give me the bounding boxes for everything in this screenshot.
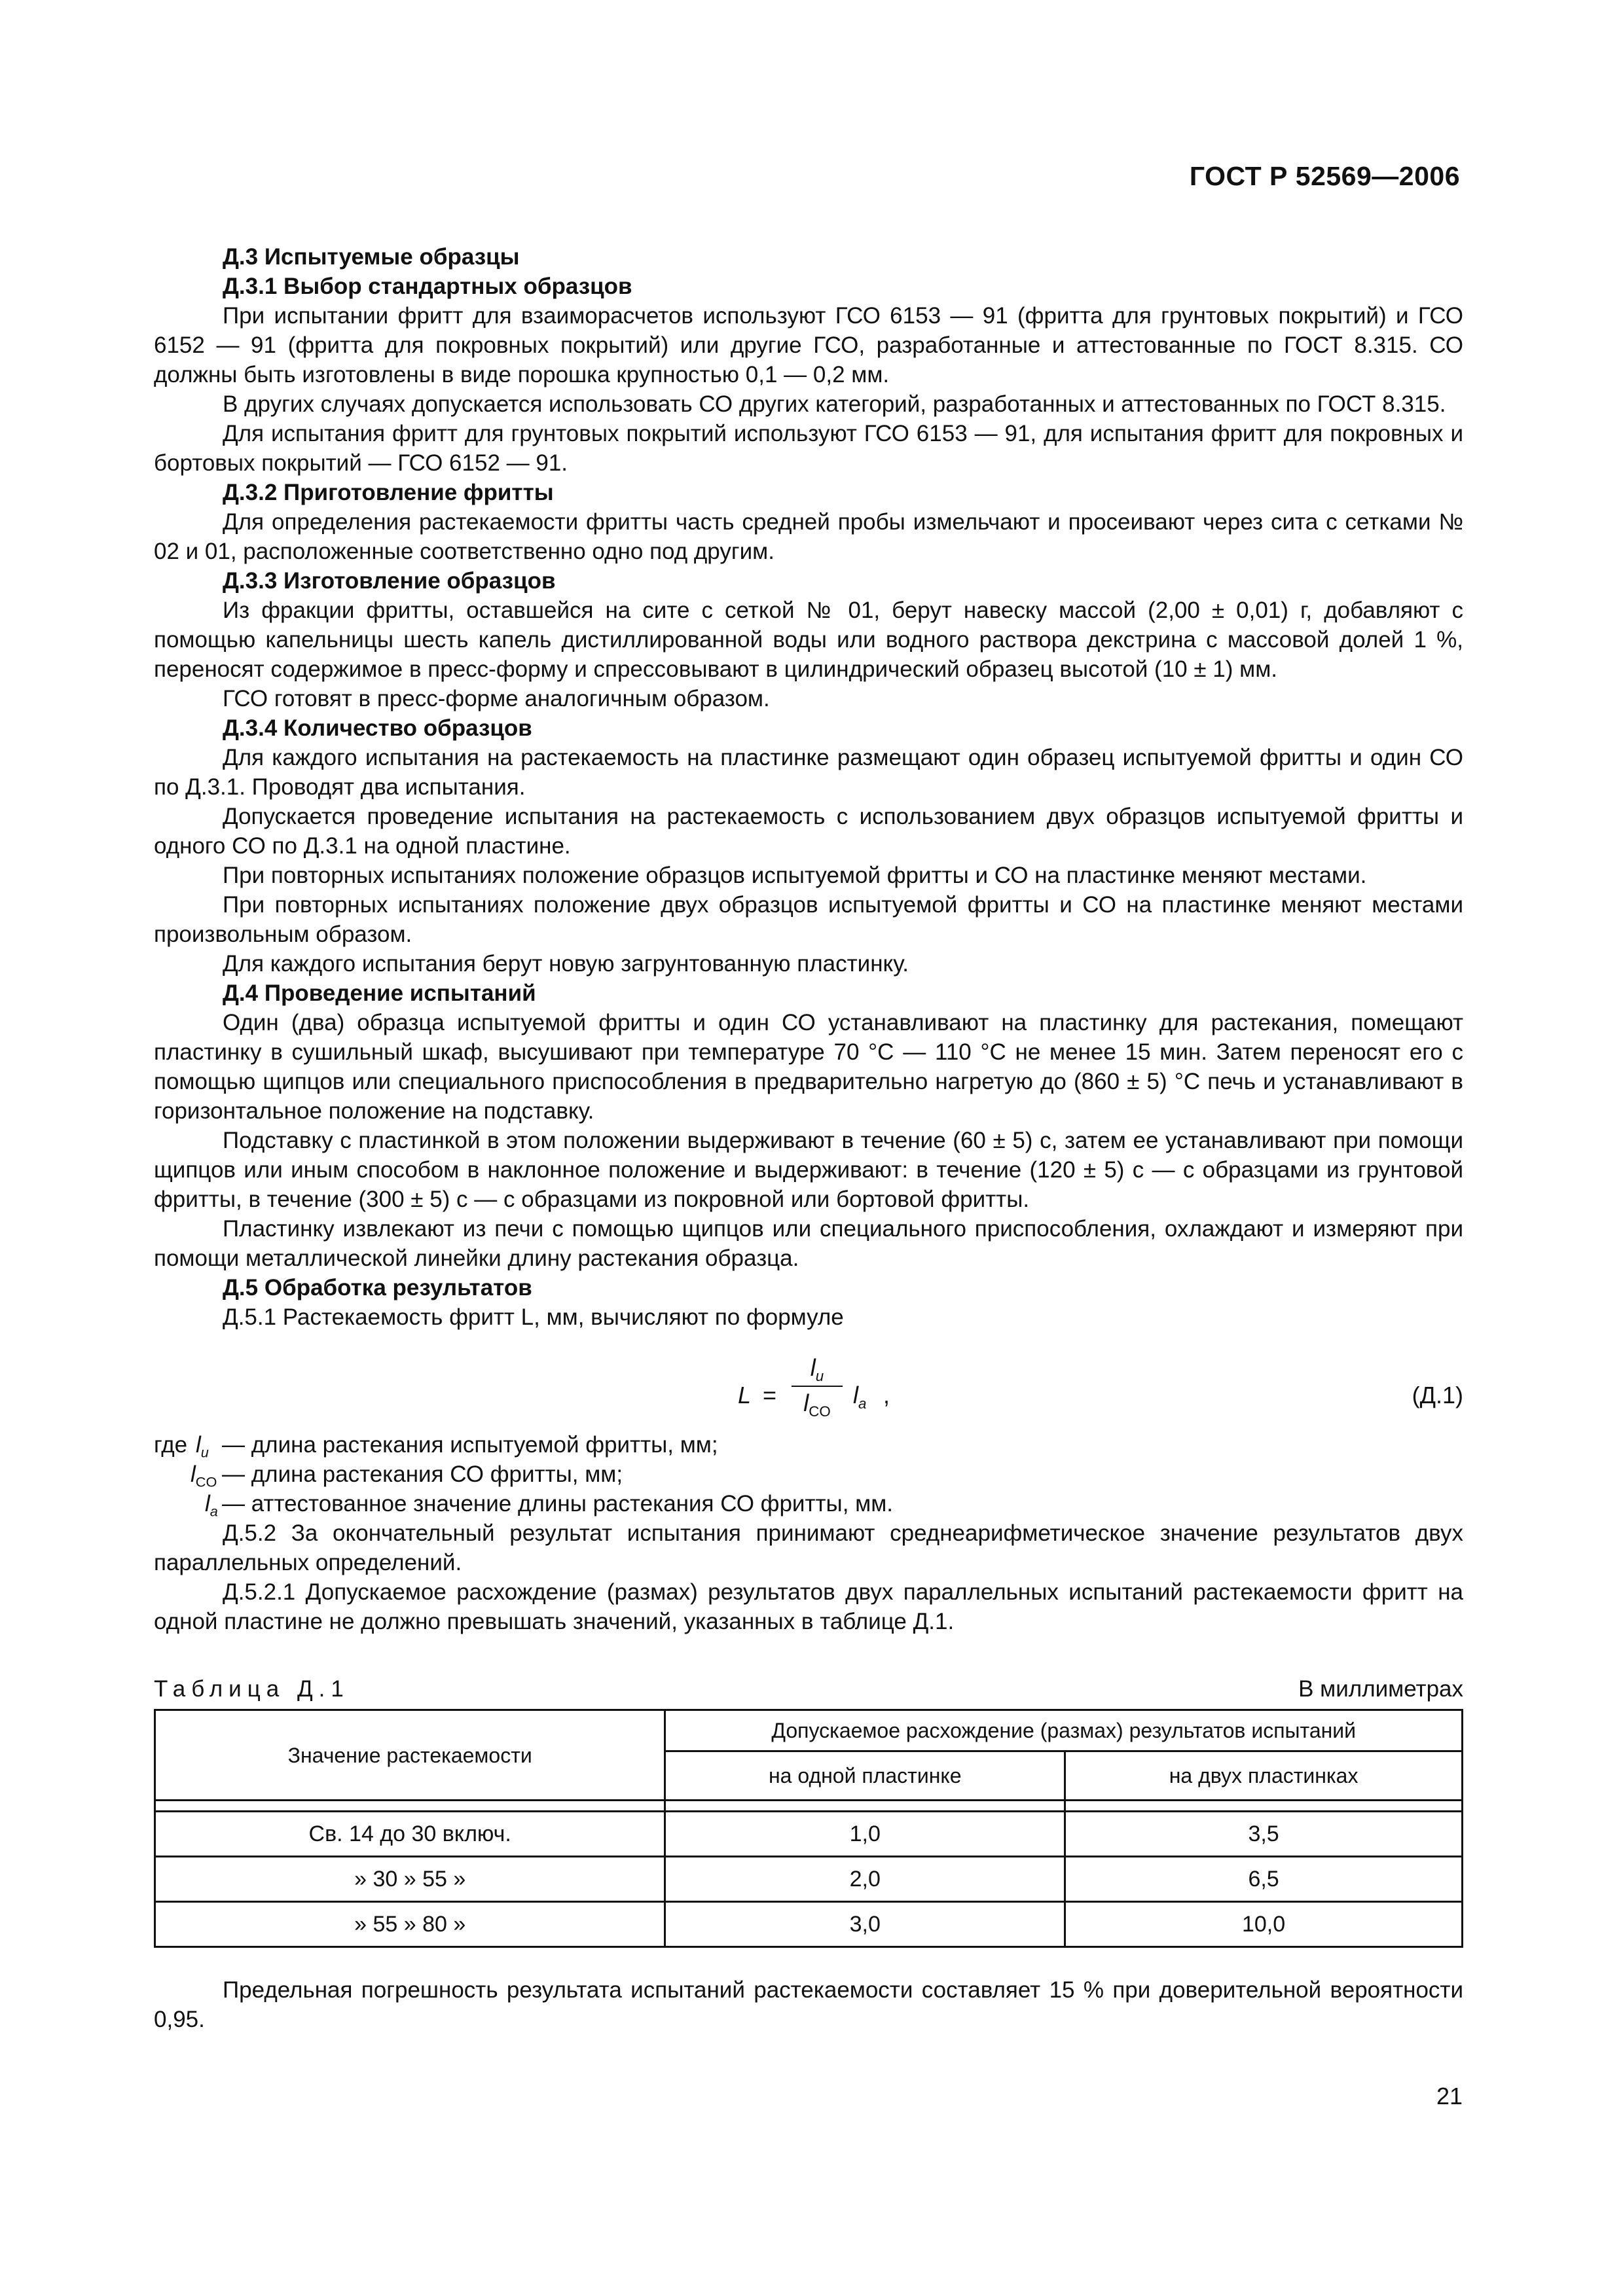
main-content bbox=[154, 242, 1463, 2034]
paragraph: Д.5.1 Растекаемость фритт L, мм, вычисляют по формуле bbox=[223, 1304, 844, 1330]
paragraph: Один (два) образца испытуемой фритты и один СО устанавливают на пластинку для растекания, помещают пластинку в сушильный шкаф, высушивают при температуре 70 °С — 110 °С не менее 15 мин. Затем переносят его с помощью щипцов или специального приспособления в предварительно нагретую до (860 ± 5) °С печь и устанавливают в горизонтальное положение на подставку. bbox=[154, 1010, 1463, 1124]
paragraph: Подставку с пластинкой в этом положении выдерживают в течение (60 ± 5) с, затем ее устанавливают при помощи щипцов или иным способом в наклонное положение и выдерживают: в течение (120 ± 5) с — с образцами из грунтовой фритты, в течение (300 ± 5) с — с образцами из покровной или бортовой фритты. bbox=[154, 1128, 1463, 1212]
paragraph: В других случаях допускается использовать СО других категорий, разработанных и аттестованных по ГОСТ 8.315. bbox=[223, 391, 1446, 417]
table-body bbox=[155, 1812, 1463, 1947]
sections-before-formula bbox=[154, 242, 1463, 1332]
table-header-separator bbox=[155, 1801, 1463, 1812]
legend-row-lu bbox=[154, 1430, 1463, 1460]
paragraph: Допускается проведение испытания на растекаемость с использованием двух образцов испытуемой фритты и одного СО по Д.3.1 на одной пластине. bbox=[154, 804, 1463, 859]
document-header-id: ГОСТ Р 52569—2006 bbox=[1189, 161, 1460, 191]
section-heading: Д.3.4 Количество образцов bbox=[223, 715, 532, 741]
paragraph: Из фракции фритты, оставшейся на сите с сеткой № 01, берут навеску массой (2,00 ± 0,01) г, добавляют с помощью капельницы шесть капель дистиллированной воды или водного раствора декстрина с массовой долей 1 %, переносят содержимое в пресс-форму и спрессовывают в цилиндрический образец высотой (10 ± 1) мм. bbox=[154, 598, 1463, 682]
table-cell-range: Св. 14 до 30 включ. bbox=[155, 1812, 665, 1857]
legend-row-la bbox=[154, 1489, 1463, 1518]
section-heading: Д.3.2 Приготовление фритты bbox=[223, 480, 554, 505]
table-header-group: Допускаемое расхождение (размах) результатов испытаний bbox=[665, 1710, 1463, 1751]
formula-fraction bbox=[792, 1353, 843, 1418]
formula-trailing-comma: , bbox=[883, 1382, 890, 1408]
table-cell-one: 1,0 bbox=[665, 1812, 1065, 1857]
section-heading: Д.3.1 Выбор стандартных образцов bbox=[223, 274, 632, 299]
table-units: В миллиметрах bbox=[1298, 1676, 1463, 1702]
table-caption-row bbox=[154, 1674, 1463, 1704]
paragraph: При повторных испытаниях положение образцов испытуемой фритты и СО на пластинке меняют местами. bbox=[223, 863, 1367, 888]
section-heading: Д.5 Обработка результатов bbox=[223, 1275, 532, 1300]
paragraph: При повторных испытаниях положение двух образцов испытуемой фритты и СО на пластинке меняют местами произвольным образом. bbox=[154, 892, 1463, 947]
table-row bbox=[155, 1812, 1463, 1857]
precision-note: Предельная погрешность результата испытаний растекаемости составляет 15 % при доверительной вероятности 0,95. bbox=[154, 1977, 1463, 2032]
section-heading: Д.4 Проведение испытаний bbox=[223, 980, 536, 1006]
legend-symbol-la: $l_a$ bbox=[205, 1491, 218, 1520]
table-header-one-plate: на одной пластинке bbox=[665, 1751, 1065, 1801]
results-table bbox=[154, 1709, 1463, 1948]
table-cell-two: 6,5 bbox=[1065, 1857, 1463, 1902]
formula-equals: = bbox=[763, 1382, 777, 1408]
formula-legend bbox=[154, 1430, 1463, 1518]
paragraph: ГСО готовят в пресс-форме аналогичным образом. bbox=[223, 686, 770, 711]
table-header-row bbox=[155, 1710, 1463, 1751]
table-header-two-plates: на двух пластинках bbox=[1065, 1751, 1463, 1801]
page-number: 21 bbox=[1436, 2083, 1463, 2109]
table-cell-range: » 55 » 80 » bbox=[155, 1902, 665, 1947]
table-cell-range: » 30 » 55 » bbox=[155, 1857, 665, 1902]
formula-numerator: $l_u$ bbox=[810, 1354, 824, 1384]
legend-symbol-lco: $l_{CO}$ bbox=[191, 1462, 217, 1490]
table-row bbox=[155, 1902, 1463, 1947]
table-cell-two: 10,0 bbox=[1065, 1902, 1463, 1947]
paragraph: При испытании фритт для взаиморасчетов используют ГСО 6153 — 91 (фритта для грунтовых покрытий) и ГСО 6152 — 91 (фритта для покровных покрытий) или другие ГСО, разработанные и аттестованные по ГОСТ 8.315. СО должны быть изготовлены в виде порошка крупностью 0,1 — 0,2 мм. bbox=[154, 303, 1463, 387]
legend-symbol-lu: $l_u$ bbox=[196, 1432, 209, 1461]
paragraph: Для определения растекаемости фритты часть средней пробы измельчают и просеивают через сита с сетками № 02 и 01, расположенные соответственно одно под другим. bbox=[154, 509, 1463, 564]
paragraph: Д.5.2.1 Допускаемое расхождение (размах) результатов двух параллельных испытаний растекаемости фритт на одной пластине не должно превышать значений, указанных в таблице Д.1. bbox=[154, 1579, 1463, 1634]
paragraph: Д.5.2 За окончательный результат испытания принимают среднеарифметическое значение результатов двух параллельных определений. bbox=[154, 1520, 1463, 1575]
table-cell-one: 3,0 bbox=[665, 1902, 1065, 1947]
legend-text-lu: — длина растекания испытуемой фритты, мм; bbox=[222, 1432, 718, 1458]
paragraph: Для каждого испытания берут новую загрунтованную пластинку. bbox=[223, 951, 909, 977]
formula-denominator: $l_{CO}$ bbox=[803, 1390, 831, 1420]
table-caption: Таблица Д.1 bbox=[154, 1676, 350, 1702]
formula-d1 bbox=[154, 1346, 1463, 1429]
table-header-spread-value: Значение растекаемости bbox=[155, 1710, 665, 1801]
formula-lhs: L bbox=[738, 1382, 752, 1408]
legend-prefix: где bbox=[154, 1432, 188, 1458]
formula-factor: $l_a$ bbox=[853, 1382, 867, 1412]
legend-text-lco: — длина растекания СО фритты, мм; bbox=[222, 1462, 623, 1487]
legend-text-la: — аттестованное значение длины растекания СО фритты, мм. bbox=[222, 1491, 893, 1516]
paragraph: Для каждого испытания на растекаемость на пластинке размещают один образец испытуемой фритты и один СО по Д.3.1. Проводят два испытания. bbox=[154, 745, 1463, 800]
section-heading: Д.3 Испытуемые образцы bbox=[223, 244, 520, 270]
formula-number: (Д.1) bbox=[1412, 1382, 1463, 1408]
table-cell-one: 2,0 bbox=[665, 1857, 1065, 1902]
table-row bbox=[155, 1857, 1463, 1902]
legend-row-lco bbox=[154, 1460, 1463, 1489]
formula-fraction-bar bbox=[792, 1386, 843, 1387]
paragraph: Для испытания фритт для грунтовых покрытий используют ГСО 6153 — 91, для испытания фритт для покровных и бортовых покрытий — ГСО 6152 — 91. bbox=[154, 421, 1463, 476]
paragraph: Пластинку извлекают из печи с помощью щипцов или специального приспособления, охлаждают и измеряют при помощи металлической линейки длину растекания образца. bbox=[154, 1216, 1463, 1271]
table-cell-two: 3,5 bbox=[1065, 1812, 1463, 1857]
sections-after-formula bbox=[154, 1518, 1463, 1636]
section-heading: Д.3.3 Изготовление образцов bbox=[223, 568, 556, 594]
